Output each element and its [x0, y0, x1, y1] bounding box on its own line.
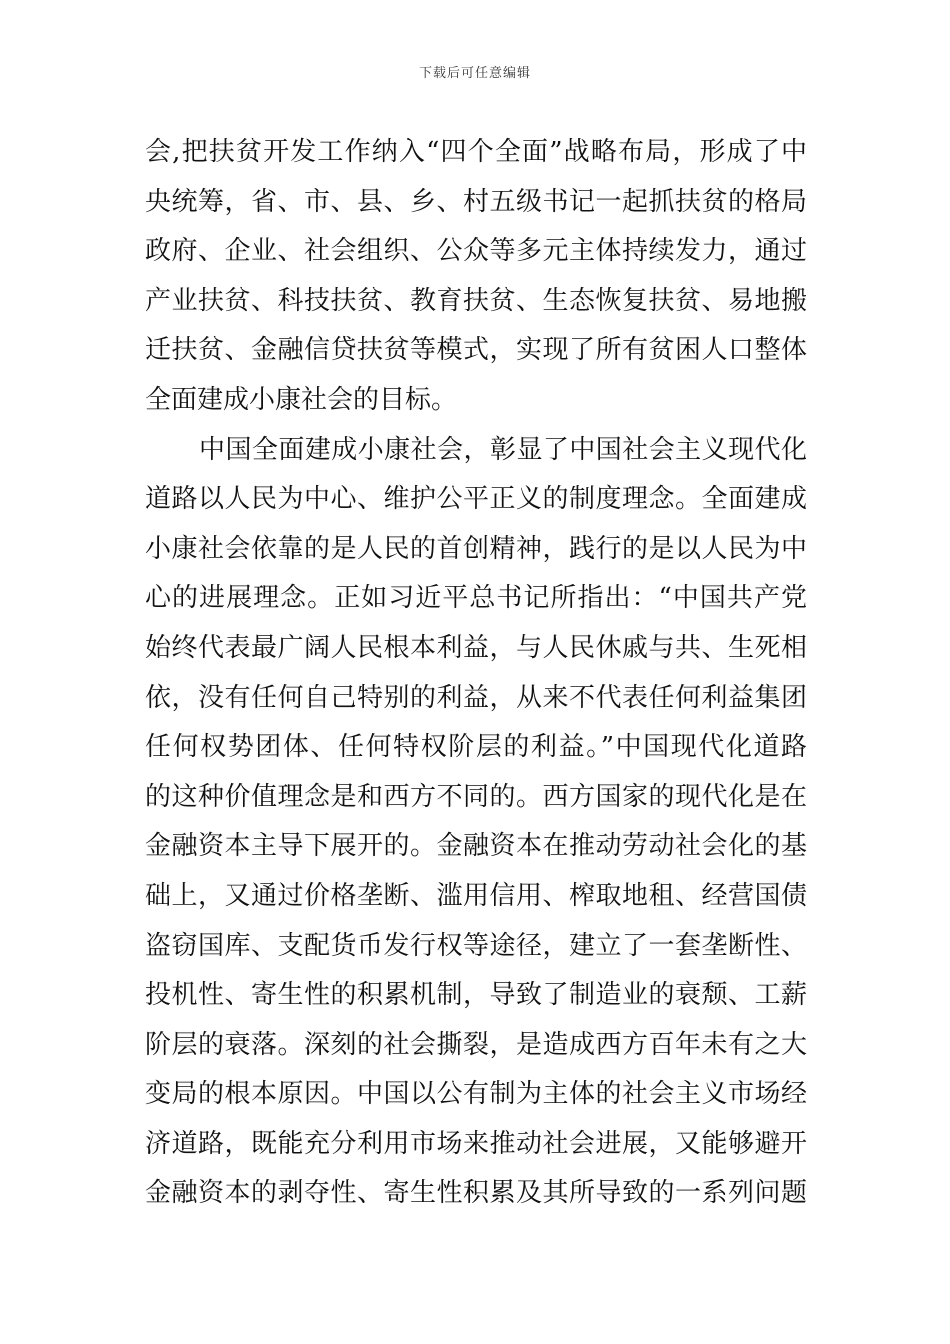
text-line: 金融资本主导下展开的。金融资本在推动劳动社会化的基	[145, 831, 807, 862]
text-line: 济道路，既能充分利用市场来推动社会进展，又能够避开	[145, 1128, 807, 1159]
text-line: 政府、企业、社会组织、公众等多元主体持续发力，通过	[145, 236, 807, 267]
text-line: 产业扶贫、科技扶贫、教育扶贫、生态恢复扶贫、易地搬	[145, 285, 807, 316]
text-line: 础上，又通过价格垄断、滥用信用、榨取地租、经营国债	[145, 880, 807, 911]
text-line: 金融资本的剥夺性、寄生性积累及其所导致的一系列问题	[145, 1178, 807, 1209]
text-line: 心的进展理念。正如习近平总书记所指出：“中国共产党	[145, 583, 807, 614]
text-line: 迁扶贫、金融信贷扶贫等模式，实现了所有贫困人口整体	[145, 335, 807, 366]
page-header: 下载后可任意编辑	[418, 66, 531, 81]
text-line: 小康社会依靠的是人民的首创精神，践行的是以人民为中	[145, 533, 807, 564]
text-line: 阶层的衰落。深刻的社会撕裂，是造成西方百年未有之大	[145, 1029, 807, 1060]
text-line: 央统筹，省、市、县、乡、村五级书记一起抓扶贫的格局	[145, 186, 807, 217]
text-line: 变局的根本原因。中国以公有制为主体的社会主义市场经	[145, 1079, 807, 1110]
text-line: 中国全面建成小康社会，彰显了中国社会主义现代化	[199, 434, 807, 465]
text-line: 始终代表最广阔人民根本利益，与人民休戚与共、生死相	[145, 632, 807, 663]
text-line: 依，没有任何自己特别的利益，从来不代表任何利益集团	[145, 682, 807, 713]
text-line: 任何权势团体、任何特权阶层的利益。”中国现代化道路	[145, 732, 807, 763]
text-line: 道路以人民为中心、维护公平正义的制度理念。全面建成	[145, 484, 807, 515]
text-line: 会,把扶贫开发工作纳入“四个全面”战略布局，形成了中	[145, 137, 807, 167]
text-line: 投机性、寄生性的积累机制，导致了制造业的衰颓、工薪	[145, 980, 807, 1011]
text-line: 全面建成小康社会的目标。	[145, 384, 458, 415]
document-body	[145, 128, 807, 1219]
text-line: 的这种价值理念是和西方不同的。西方国家的现代化是在	[145, 781, 807, 812]
text-line: 盗窃国库、支配货币发行权等途径，建立了一套垄断性、	[145, 930, 807, 961]
